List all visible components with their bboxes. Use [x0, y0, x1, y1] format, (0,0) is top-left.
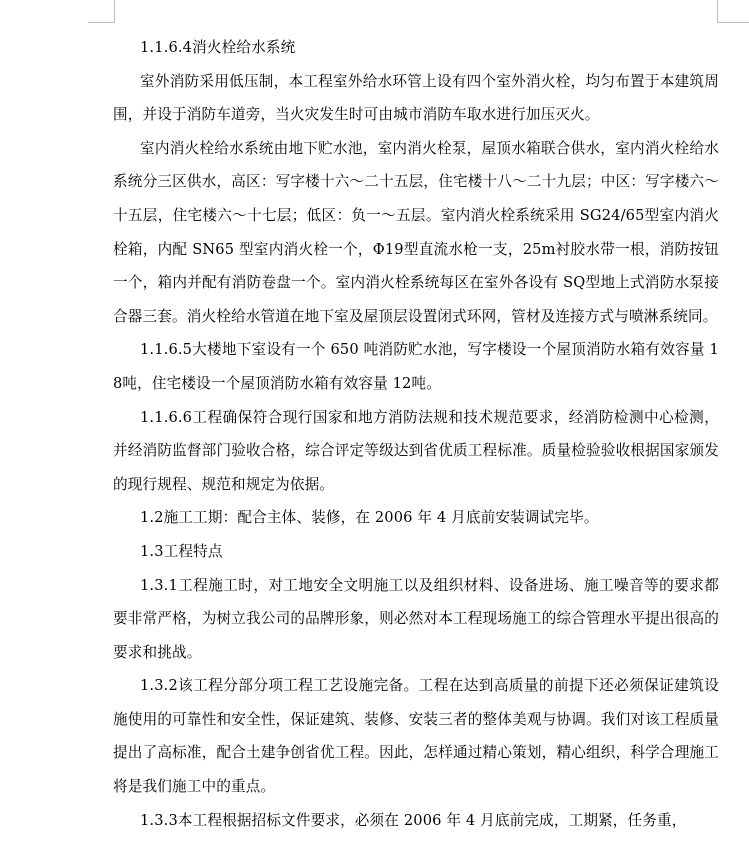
paragraph-1-3-3: 1.3.3本工程根据招标文件要求，必须在 2006 年 4 月底前完成，工期紧，任务重，: [140, 811, 687, 829]
paragraph-1-2-schedule: 1.2施工工期：配合主体、装修，在 2006 年 4 月底前安装调试完毕。: [140, 509, 599, 527]
paragraph-1-1-6-5: 1.1.6.5大楼地下室设有一个 650 吨消防贮水池，写字楼设一个屋顶消防水箱有效容量 18吨，住宅楼设一个屋顶消防水箱有效容量 12吨。: [113, 341, 719, 392]
document-body: [113, 31, 719, 837]
paragraph-1-3-1: 1.3.1工程施工时，对工地安全文明施工以及组织材料、设备进场、施工噪音等的要求都要非常严格，为树立我公司的品牌形象，则必然对本工程现场施工的综合管理水平提出很高的要求和挑战。: [113, 576, 719, 661]
margin-corner-mark-right: [717, 0, 749, 23]
paragraph-1-1-6-6: 1.1.6.6工程确保符合现行国家和地方消防法规和技术规范要求，经消防检测中心检测，并经消防监督部门验收合格，综合评定等级达到省优质工程标准。质量检验验收根据国家颁发的现行规程、规范和规定为依据。: [113, 408, 719, 493]
section-heading-1-3: 1.3工程特点: [140, 542, 223, 560]
margin-corner-mark-left: [88, 0, 115, 23]
paragraph-indoor-hydrant: 室内消火栓给水系统由地下贮水池，室内消火栓泵，屋顶水箱联合供水，室内消火栓给水系统分三区供水，高区：写字楼十六～二十五层，住宅楼十八～二十九层；中区：写字楼六～十五层，住宅楼六～十七层；低区：负一～五层。室内消火栓系统采用 SG24/65型室内消火栓箱，内配 SN65 型室内消火栓一个，Φ19型直流水枪一支，25m衬胶水带一根，消防按钮一个，箱内并配有消防卷盘一个。室内消火栓系统每区在室外各设有 SQ型地上式消防水泵接合器三套。消火栓给水管道在地下室及屋顶层设置闭式环网，管材及连接方式与喷淋系统同。: [113, 139, 719, 325]
section-heading-1-1-6-4: 1.1.6.4消火栓给水系统: [140, 39, 296, 56]
paragraph-outdoor-hydrant: 室外消防采用低压制，本工程室外给水环管上设有四个室外消火栓，均匀布置于本建筑周围，并设于消防车道旁，当火灾发生时可由城市消防车取水进行加压灭火。: [113, 72, 719, 124]
paragraph-1-3-2: 1.3.2该工程分部分项工程工艺设施完备。工程在达到高质量的前提下还必须保证建筑设施使用的可靠性和安全性，保证建筑、装修、安装三者的整体美观与协调。我们对该工程质量提出了高标准，配合土建争创省优工程。因此，怎样通过精心策划，精心组织，科学合理施工将是我们施工中的重点。: [113, 677, 719, 796]
